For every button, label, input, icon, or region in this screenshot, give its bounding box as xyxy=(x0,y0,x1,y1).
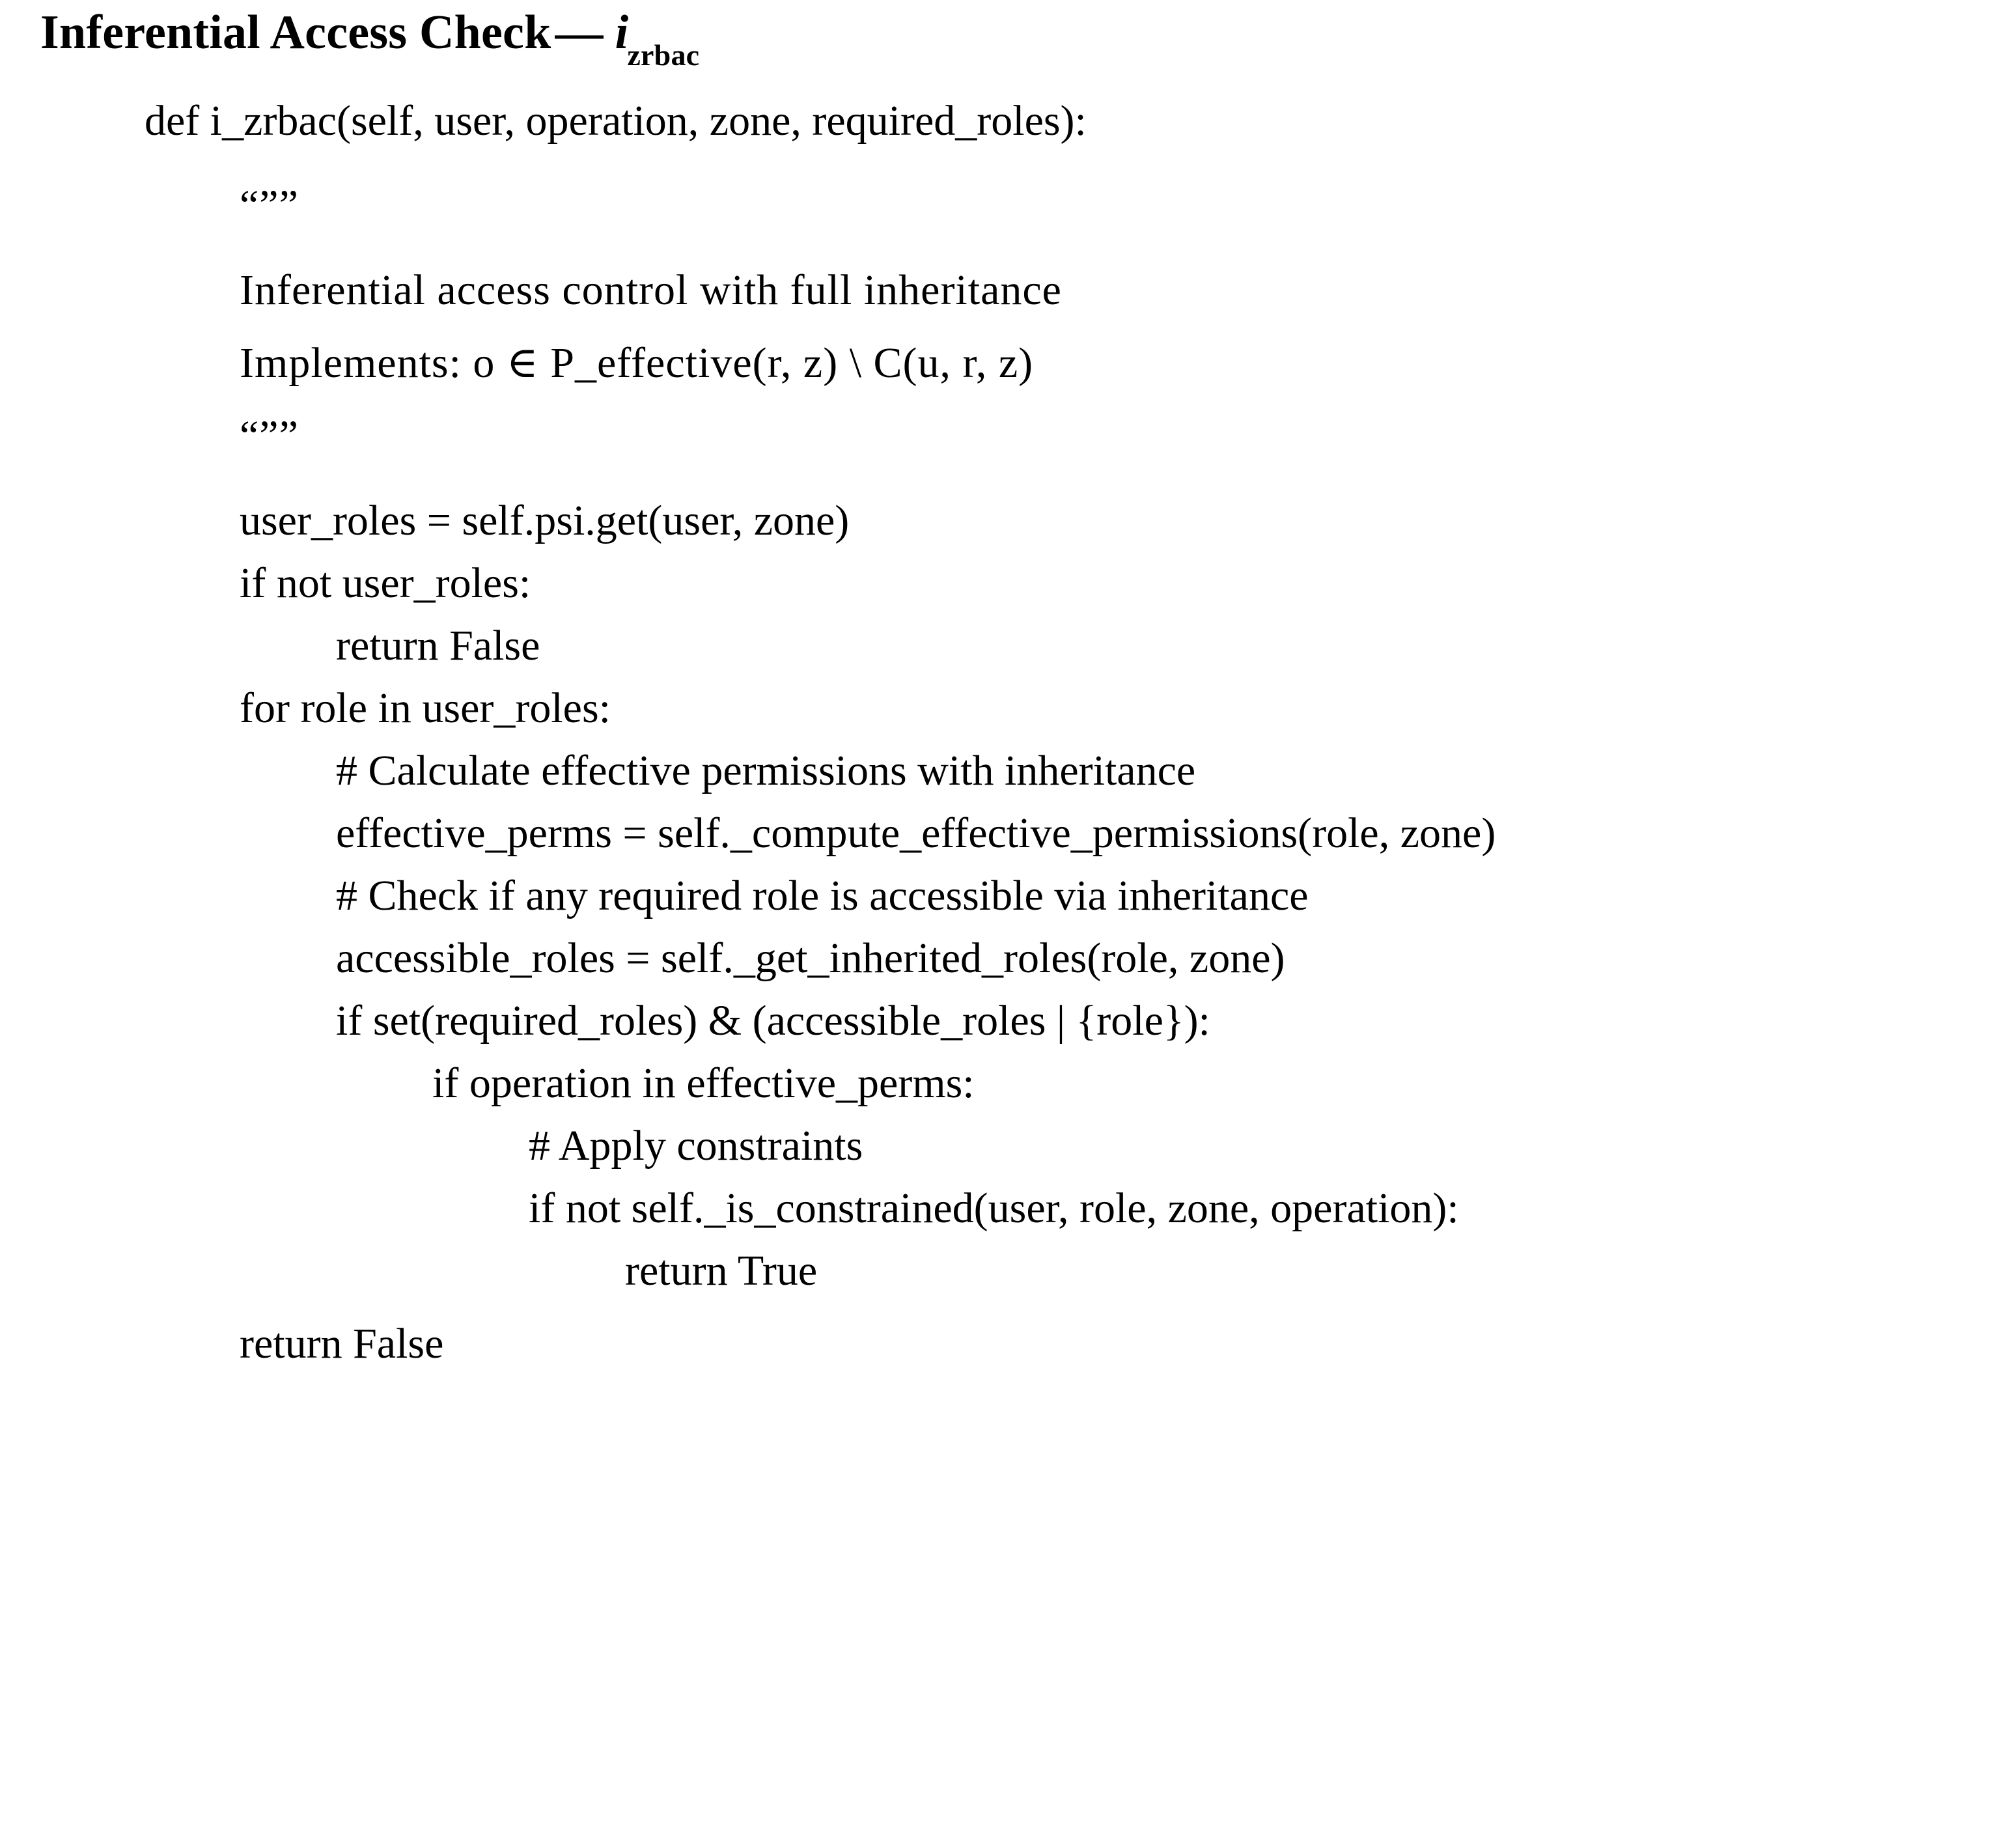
code-line-text-stmt: for role in user_roles: xyxy=(240,684,611,732)
title-em-dash: — xyxy=(555,6,604,59)
code-line xyxy=(0,98,2004,182)
code-line xyxy=(0,810,2004,873)
code-line-text-comment: # Check if any required role is accessible via inheritance xyxy=(336,872,1309,919)
code-line xyxy=(0,413,2004,497)
code-line-text-stmt: return True xyxy=(625,1247,818,1295)
code-line-text-docstring-open: “”” xyxy=(240,182,299,229)
code-line-text-stmt: if not self._is_constrained(user, role, zone, operation): xyxy=(529,1184,1459,1232)
figure-title-text: Inferential Access Check xyxy=(40,6,551,59)
code-line xyxy=(0,1185,2004,1248)
code-line xyxy=(0,873,2004,935)
code-line-text-stmt: if operation in effective_perms: xyxy=(432,1059,975,1107)
code-line xyxy=(0,497,2004,560)
code-line xyxy=(0,1321,2004,1383)
code-line-text-docstring-body: Inferential access control with full inheritance xyxy=(240,266,1062,314)
code-line-text-def: def i_zrbac(self, user, operation, zone, required_roles): xyxy=(145,97,1087,145)
code-line xyxy=(0,623,2004,685)
code-line xyxy=(0,1123,2004,1185)
code-line-text-stmt: accessible_roles = self._get_inherited_roles(role, zone) xyxy=(336,934,1285,982)
code-line-text-comment: # Calculate effective permissions with inheritance xyxy=(336,747,1196,794)
title-symbol-subscript: zrbac xyxy=(627,38,700,72)
code-line-text-comment: # Apply constraints xyxy=(529,1122,863,1169)
figure-title xyxy=(40,5,701,76)
python-code-block xyxy=(0,98,2004,1383)
title-symbol: i xyxy=(615,6,629,59)
code-line xyxy=(0,935,2004,998)
code-line-text-stmt: effective_perms = self._compute_effective_permissions(role, zone) xyxy=(336,809,1496,857)
code-line xyxy=(0,1060,2004,1123)
code-line-text-stmt: if not user_roles: xyxy=(240,559,531,607)
code-line xyxy=(0,1248,2004,1321)
code-line-text-stmt: return False xyxy=(240,1320,444,1367)
code-line-text-docstring-close: “”” xyxy=(240,412,299,460)
code-line-text-stmt: if set(required_roles) & (accessible_roles | {role}): xyxy=(336,997,1210,1044)
code-line xyxy=(0,748,2004,810)
code-line-text-stmt: user_roles = self.psi.get(user, zone) xyxy=(240,497,850,544)
code-line xyxy=(0,182,2004,267)
code-line xyxy=(0,998,2004,1060)
code-line xyxy=(0,560,2004,623)
code-line xyxy=(0,685,2004,748)
code-line-text-stmt: return False xyxy=(336,622,540,669)
code-line xyxy=(0,340,2004,413)
code-line xyxy=(0,267,2004,340)
code-line-text-docstring-body: Implements: o ∈ P_effective(r, z) \ C(u, r, z) xyxy=(240,339,1034,387)
